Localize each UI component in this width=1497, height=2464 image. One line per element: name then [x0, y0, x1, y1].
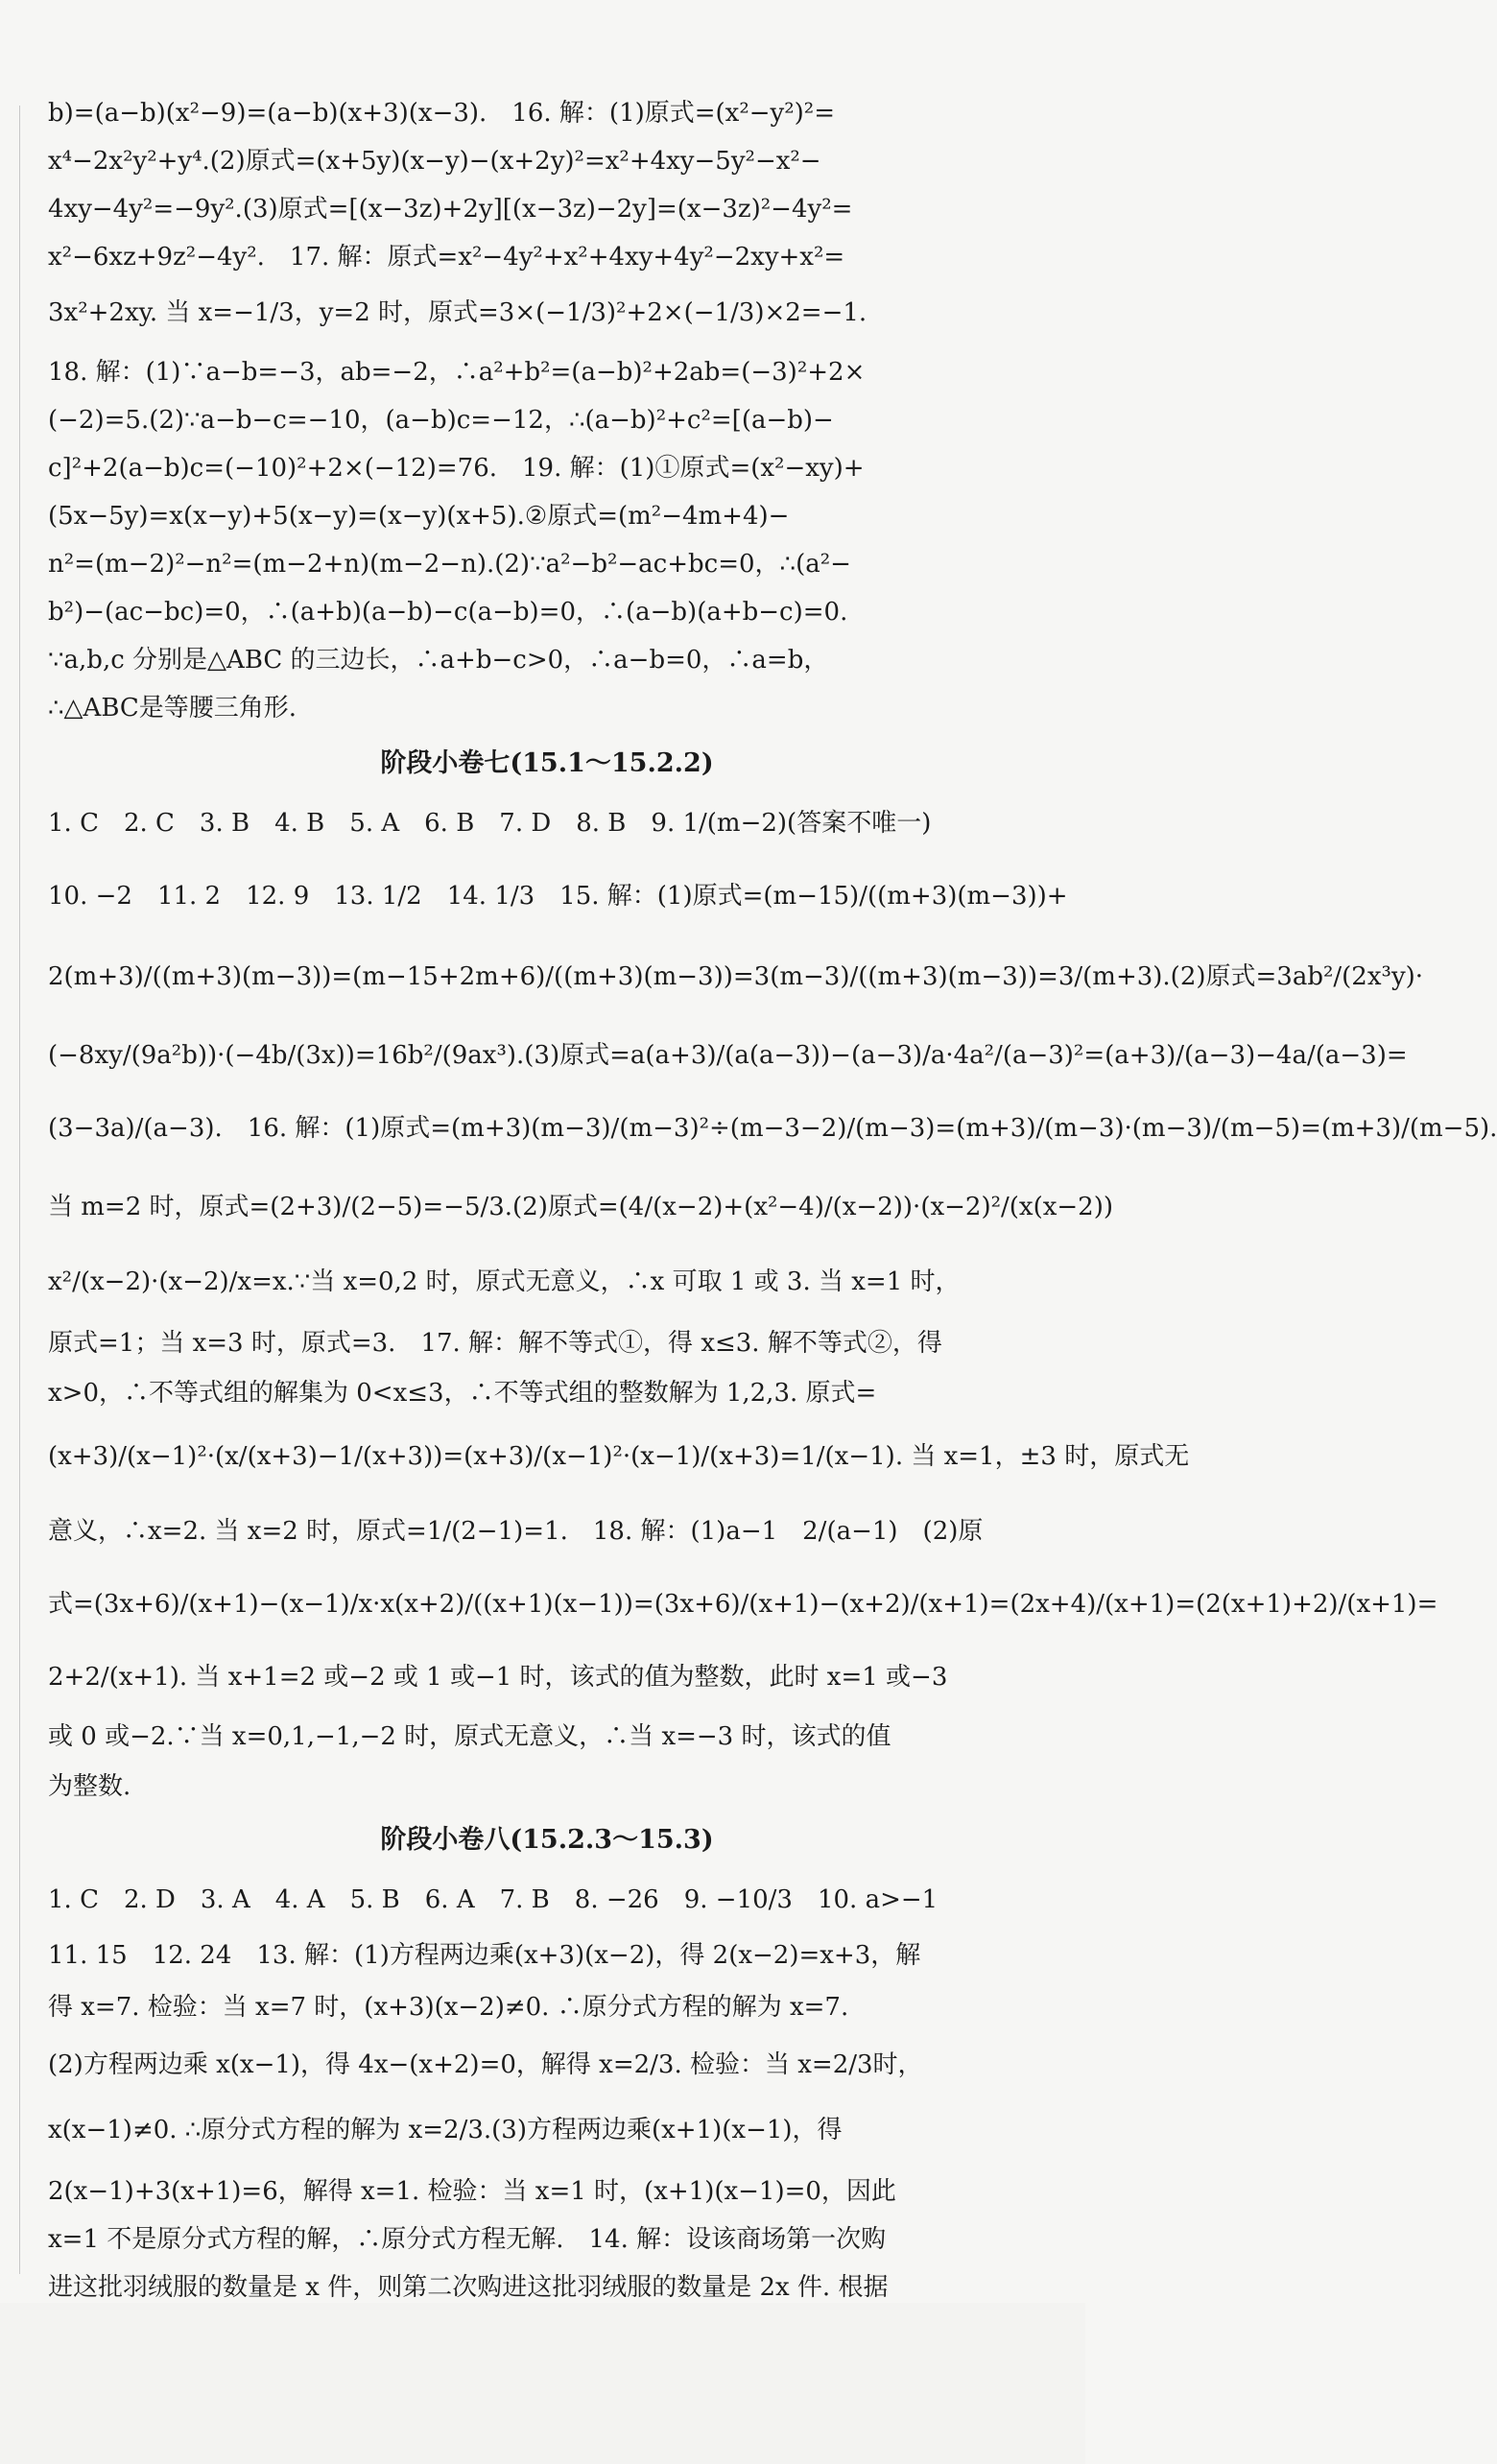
text-line: x>0，∴不等式组的解集为 0<x≤3，∴不等式组的整数解为 1,2,3. 原式= [48, 1379, 877, 1408]
blank-bottom-area [0, 2303, 1085, 2464]
text-line: n²=(m−2)²−n²=(m−2+n)(m−2−n).(2)∵a²−b²−ac+bc=0，∴(a²− [48, 550, 851, 579]
text-line: (−8xy/(9a²b))·(−4b/(3x))=16b²/(9ax³).(3)原式=a(a+3)/(a(a−3))−(a−3)/a·4a²/(a−3)²=(a+3)/(a−3)−4a/(a−3)= [48, 1041, 1408, 1070]
section-title: 阶段小卷七(15.1～15.2.2) [380, 748, 714, 778]
text-line: 11. 15 12. 24 13. 解：(1)方程两边乘(x+3)(x−2)，得 2(x−2)=x+3，解 [48, 1941, 921, 1970]
text-line: 得 x=7. 检验：当 x=7 时，(x+3)(x−2)≠0. ∴原分式方程的解为 x=7. [48, 1993, 849, 2022]
text-line: x²/(x−2)·(x−2)/x=x.∵当 x=0,2 时，原式无意义，∴x 可取 1 或 3. 当 x=1 时， [48, 1268, 961, 1296]
text-line: 1. C 2. C 3. B 4. B 5. A 6. B 7. D 8. B 9. 1/(m−2)(答案不唯一) [48, 809, 932, 838]
text-line: x=1 不是原分式方程的解，∴原分式方程无解. 14. 解：设该商场第一次购 [48, 2225, 887, 2254]
text-line: 进这批羽绒服的数量是 x 件，则第二次购进这批羽绒服的数量是 2x 件. 根据 [48, 2273, 889, 2302]
text-line: 2(m+3)/((m+3)(m−3))=(m−15+2m+6)/((m+3)(m−3))=3(m−3)/((m+3)(m−3))=3/(m+3).(2)原式=3ab²/(2x³y)· [48, 962, 1424, 991]
text-line: 意义，∴x=2. 当 x=2 时，原式=1/(2−1)=1. 18. 解：(1)a−1 2/(a−1) (2)原 [48, 1517, 984, 1546]
text-line: (x+3)/(x−1)²·(x/(x+3)−1/(x+3))=(x+3)/(x−1)²·(x−1)/(x+3)=1/(x−1). 当 x=1，±3 时，原式无 [48, 1442, 1190, 1471]
section-title: 阶段小卷八(15.2.3～15.3) [380, 1825, 714, 1855]
text-line: b)=(a−b)(x²−9)=(a−b)(x+3)(x−3). 16. 解：(1)原式=(x²−y²)²= [48, 99, 836, 128]
text-line: 为整数. [48, 1772, 131, 1801]
text-line: 18. 解：(1)∵a−b=−3，ab=−2，∴a²+b²=(a−b)²+2ab=(−3)²+2× [48, 358, 866, 387]
text-line: x(x−1)≠0. ∴原分式方程的解为 x=2/3.(3)方程两边乘(x+1)(x−1)，得 [48, 2116, 843, 2144]
text-line: ∴△ABC是等腰三角形. [48, 694, 297, 723]
text-line: (3−3a)/(a−3). 16. 解：(1)原式=(m+3)(m−3)/(m−3)²÷(m−3−2)/(m−3)=(m+3)/(m−3)·(m−3)/(m−5)=(m+3)/(m−5). [48, 1114, 1497, 1143]
text-line: c]²+2(a−b)c=(−10)²+2×(−12)=76. 19. 解：(1)①原式=(x²−xy)+ [48, 454, 865, 483]
text-line: 2(x−1)+3(x+1)=6，解得 x=1. 检验：当 x=1 时，(x+1)(x−1)=0，因此 [48, 2177, 896, 2206]
text-line: x²−6xz+9z²−4y². 17. 解：原式=x²−4y²+x²+4xy+4y²−2xy+x²= [48, 243, 845, 272]
text-line: 4xy−4y²=−9y².(3)原式=[(x−3z)+2y][(x−3z)−2y]=(x−3z)²−4y²= [48, 195, 853, 224]
margin-rule [19, 106, 20, 2274]
text-line: 3x²+2xy. 当 x=−1/3，y=2 时，原式=3×(−1/3)²+2×(−1/3)×2=−1. [48, 298, 867, 327]
text-line: (−2)=5.(2)∵a−b−c=−10，(a−b)c=−12，∴(a−b)²+c²=[(a−b)− [48, 406, 834, 435]
text-line: 或 0 或−2.∵当 x=0,1,−1,−2 时，原式无意义，∴当 x=−3 时，该式的值 [48, 1722, 891, 1751]
text-line: 式=(3x+6)/(x+1)−(x−1)/x·x(x+2)/((x+1)(x−1))=(3x+6)/(x+1)−(x+2)/(x+1)=(2x+4)/(x+1)=(2(x+1)+2)/(x+1)= [48, 1590, 1438, 1619]
text-line: ∵a,b,c 分别是△ABC 的三边长，∴a+b−c>0，∴a−b=0，∴a=b， [48, 646, 829, 675]
text-line: 1. C 2. D 3. A 4. A 5. B 6. A 7. B 8. −26 9. −10/3 10. a>−1 [48, 1885, 939, 1914]
text-line: 原式=1；当 x=3 时，原式=3. 17. 解：解不等式①，得 x≤3. 解不等式②，得 [48, 1329, 942, 1358]
text-line: (2)方程两边乘 x(x−1)，得 4x−(x+2)=0，解得 x=2/3. 检验：当 x=2/3时， [48, 2050, 923, 2079]
text-line: 2+2/(x+1). 当 x+1=2 或−2 或 1 或−1 时，该式的值为整数，此时 x=1 或−3 [48, 1663, 948, 1692]
text-line: 10. −2 11. 2 12. 9 13. 1/2 14. 1/3 15. 解：(1)原式=(m−15)/((m+3)(m−3))+ [48, 882, 1068, 911]
text-line: (5x−5y)=x(x−y)+5(x−y)=(x−y)(x+5).②原式=(m²−4m+4)− [48, 502, 790, 531]
text-line: b²)−(ac−bc)=0，∴(a+b)(a−b)−c(a−b)=0，∴(a−b)(a+b−c)=0. [48, 598, 848, 627]
text-line: 当 m=2 时，原式=(2+3)/(2−5)=−5/3.(2)原式=(4/(x−2)+(x²−4)/(x−2))·(x−2)²/(x(x−2)) [48, 1193, 1114, 1221]
text-line: x⁴−2x²y²+y⁴.(2)原式=(x+5y)(x−y)−(x+2y)²=x²+4xy−5y²−x²− [48, 147, 821, 176]
